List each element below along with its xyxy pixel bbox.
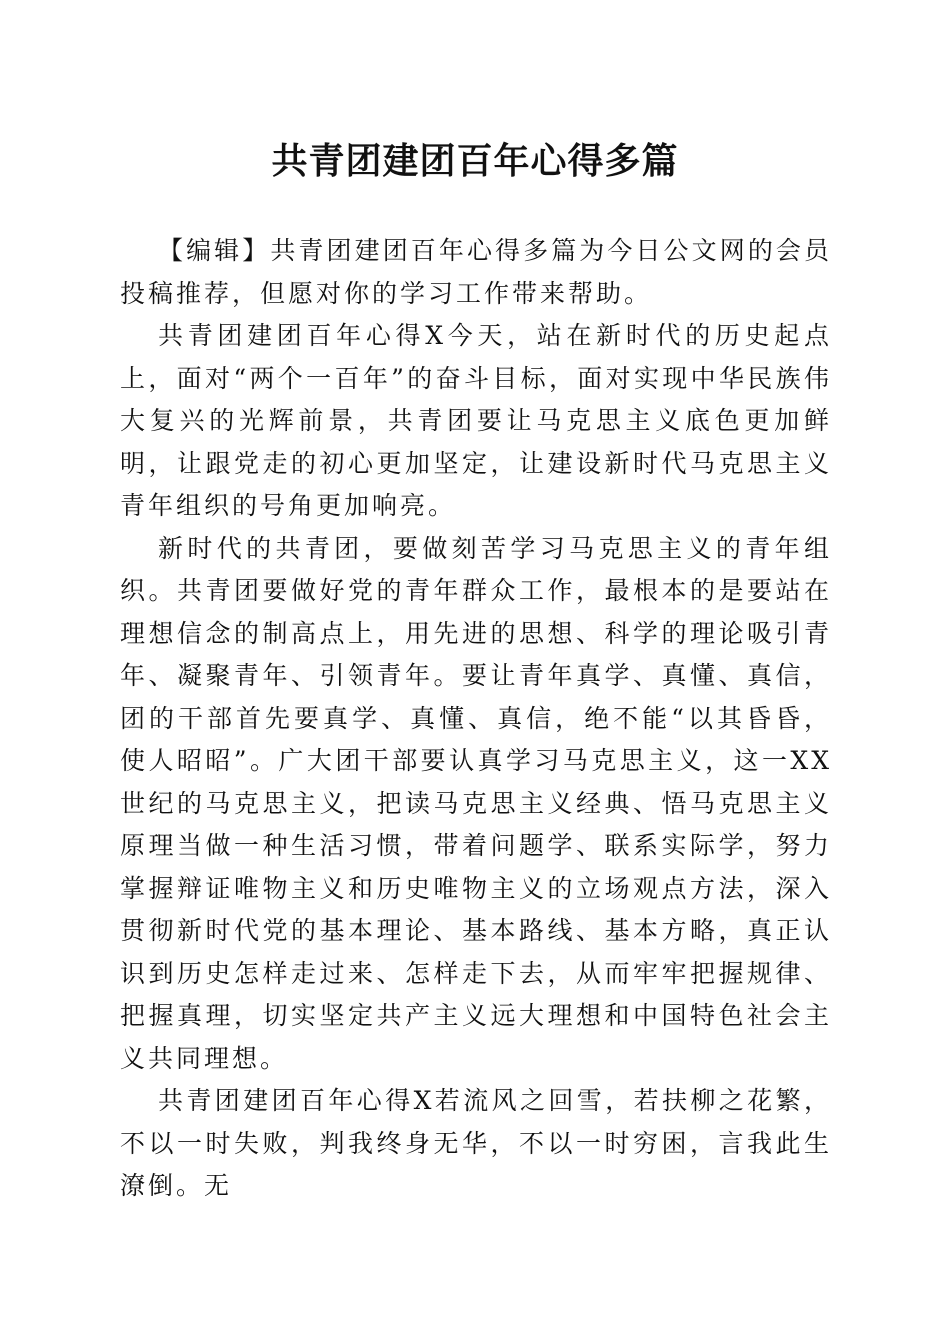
- paragraph-2: 新时代的共青团，要做刻苦学习马克思主义的青年组织。共青团要做好党的青年群众工作，最根本的是要站在理想信念的制高点上，用先进的思想、科学的理论吸引青年、凝聚青年、引领青年。要让青年真学、真懂、真信，团的干部首先要真学、真懂、真信，绝不能“以其昏昏，使人昭昭”。广大团干部要认真学习马克思主义，这一XX世纪的马克思主义，把读马克思主义经典、悟马克思主义原理当做一种生活习惯，带着问题学、联系实际学，努力掌握辩证唯物主义和历史唯物主义的立场观点方法，深入贯彻新时代党的基本理论、基本路线、基本方略，真正认识到历史怎样走过来、怎样走下去，从而牢牢把握规律、把握真理，切实坚定共产主义远大理想和中国特色社会主义共同理想。: [120, 533, 832, 1073]
- paragraph-1: 共青团建团百年心得X今天，站在新时代的历史起点上，面对“两个一百年”的奋斗目标，面对实现中华民族伟大复兴的光辉前景，共青团要让马克思主义底色更加鲜明，让跟党走的初心更加坚定，让建设新时代马克思主义青年组织的号角更加响亮。: [120, 321, 832, 520]
- paragraph-editor-note: 【编辑】共青团建团百年心得多篇为今日公文网的会员投稿推荐，但愿对你的学习工作带来帮助。: [120, 236, 832, 308]
- document-title: 共青团建团百年心得多篇: [271, 140, 679, 182]
- document-body: [120, 230, 832, 1208]
- paragraph-3: 共青团建团百年心得X若流风之回雪，若扶柳之花繁，不以一时失败，判我终身无华，不以一时穷困，言我此生潦倒。无: [120, 1086, 832, 1200]
